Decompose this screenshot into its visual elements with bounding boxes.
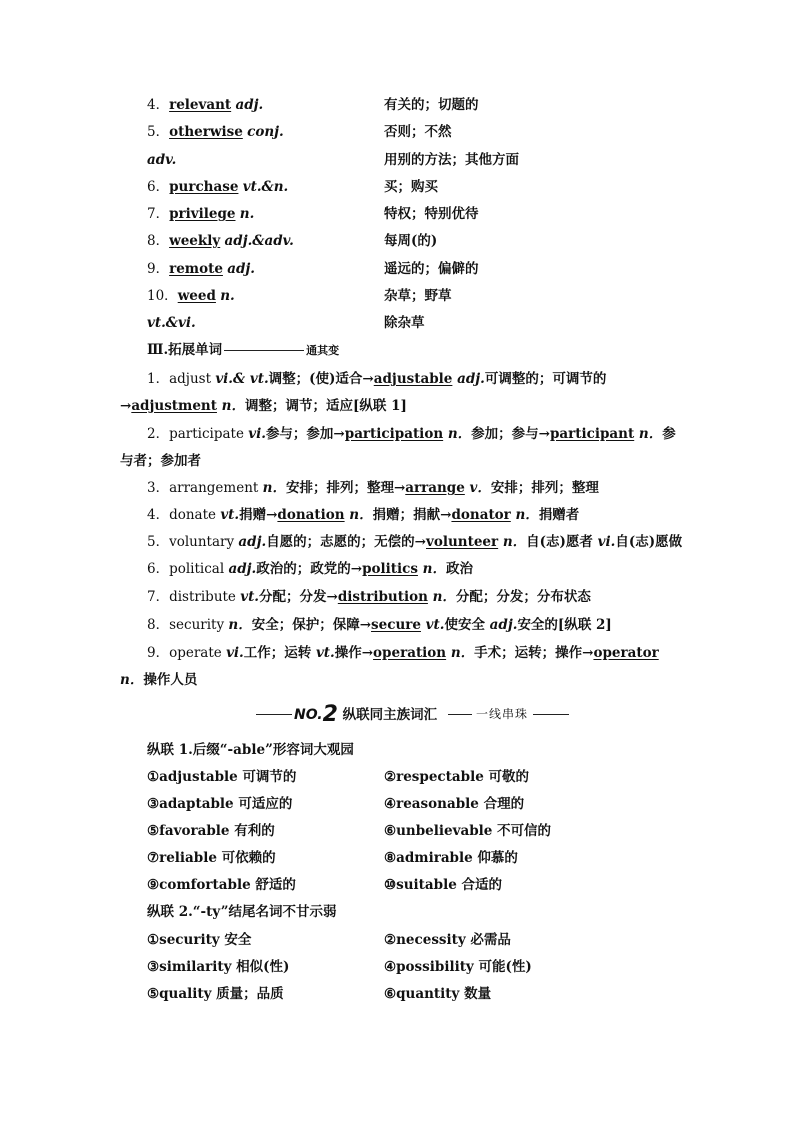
divider-title: 纵联同主族词汇 [342, 707, 438, 723]
vocab-row [0, 93, 794, 117]
vocab-pos: adj.&adv. [224, 233, 294, 249]
divider-line [256, 714, 292, 715]
group-title: 纵联 2.“-ty”结尾名词不甘示弱 [147, 904, 337, 920]
section-subtitle: 通其变 [306, 344, 340, 357]
vocab-pos: adj. [227, 261, 255, 277]
derivation-item: 9．operate vi.工作；运转 vt.操作→operation n．手术；运转；操作→operator n．操作人员 [120, 645, 659, 688]
divider-label: NO.2 纵联同主族词汇 [294, 702, 438, 727]
vocab-word: relevant [169, 97, 232, 113]
word-pair-row: ①adjustable 可调节的 ②respectable 可敬的 [147, 769, 529, 785]
derivation-item: 8．security n．安全；保护；保障→secure vt.使安全 adj.安全的[纵联 2] [147, 617, 612, 633]
word-pair-row: ⑦reliable 可依赖的 ⑧admirable 仰慕的 [147, 850, 518, 866]
vocab-pos: vt.&vi. [147, 315, 196, 331]
vocab-pos: n. [220, 288, 235, 304]
vocab-meaning: 每周(的) [384, 233, 438, 249]
vocab-meaning: 特权；特别优待 [384, 206, 479, 222]
vocab-meaning: 买；购买 [384, 179, 438, 195]
vocab-num: 5． [147, 124, 170, 140]
derivation-item: 3．arrangement n．安排；排列；整理→arrange v．安排；排列；整理 [147, 480, 599, 496]
vocab-word: privilege [169, 206, 236, 222]
vocab-row [0, 284, 794, 308]
vocab-num: 4． [147, 97, 170, 113]
vocab-num: 6． [147, 179, 170, 195]
vocab-meaning: 有关的；切题的 [384, 97, 479, 113]
section-divider [0, 700, 794, 728]
vocab-meaning: 否则；不然 [384, 124, 452, 140]
section-heading [147, 338, 339, 363]
vocab-word: otherwise [169, 124, 243, 140]
divider-tag: 一线串珠 [476, 707, 529, 721]
vocab-pos: vt.&n. [242, 179, 289, 195]
vocab-num: 7． [147, 206, 170, 222]
vocab-word: purchase [169, 179, 239, 195]
vocab-pos: adj. [235, 97, 264, 113]
vocab-row [0, 148, 794, 172]
derivation-item: 7．distribute vt.分配；分发→distribution n．分配；分发；分布状态 [147, 589, 591, 605]
word-pair-row: ⑨comfortable 舒适的 ⑩suitable 合适的 [147, 877, 502, 893]
derivation-item: 1．adjust vi.& vt.调整；(使)适合→adjustable adj.可调整的；可调节的→adjustment n．调整；调节；适应[纵联 1] [120, 371, 607, 414]
vocab-pos: adv. [147, 152, 177, 168]
vocab-num: 9． [147, 261, 170, 277]
word-pair-row: ①security 安全 ②necessity 必需品 [147, 932, 511, 948]
divider-line [533, 714, 569, 715]
word-pair-row: ③similarity 相似(性) ④possibility 可能(性) [147, 959, 532, 975]
word-pair-row: ③adaptable 可适应的 ④reasonable 合理的 [147, 796, 525, 812]
vocab-pos: conj. [247, 124, 284, 140]
derivation-item: 2．participate vi.参与；参加→participation n．参加；参与→participant n．参与者；参加者 [120, 426, 676, 469]
vocab-word: remote [169, 261, 223, 277]
derivation-item: 6．political adj.政治的；政党的→politics n．政治 [147, 561, 473, 577]
vocab-row [0, 202, 794, 226]
derivation-item: 4．donate vt.捐赠→donation n．捐赠；捐献→donator n．捐赠者 [147, 507, 580, 523]
vocab-pos: n. [239, 206, 255, 222]
vocab-num: 8． [147, 233, 170, 249]
vocab-meaning: 用别的方法；其他方面 [384, 152, 519, 168]
divider-line [448, 714, 472, 715]
vocab-row [0, 229, 794, 253]
vocab-meaning: 遥远的；偏僻的 [384, 261, 479, 277]
section-title: Ⅲ.拓展单词 [147, 342, 223, 358]
group-title: 纵联 1.后缀“-able”形容词大观园 [147, 742, 354, 758]
vocab-num: 10． [147, 288, 178, 304]
vocab-word: weekly [169, 233, 221, 249]
vocab-row [0, 120, 794, 144]
vocab-meaning: 杂草；野草 [384, 288, 452, 304]
vocab-row [0, 257, 794, 281]
derivation-item: 5．voluntary adj.自愿的；志愿的；无偿的→volunteer n．自(志)愿者 vi.自(志)愿做 [147, 534, 683, 550]
word-pair-row: ⑤favorable 有利的 ⑥unbelievable 不可信的 [147, 823, 552, 839]
vocab-row [0, 311, 794, 335]
vocab-row [0, 175, 794, 199]
vocab-meaning: 除杂草 [384, 315, 425, 331]
vocab-word: weed [177, 288, 216, 304]
word-pair-row: ⑤quality 质量；品质 ⑥quantity 数量 [147, 986, 492, 1002]
